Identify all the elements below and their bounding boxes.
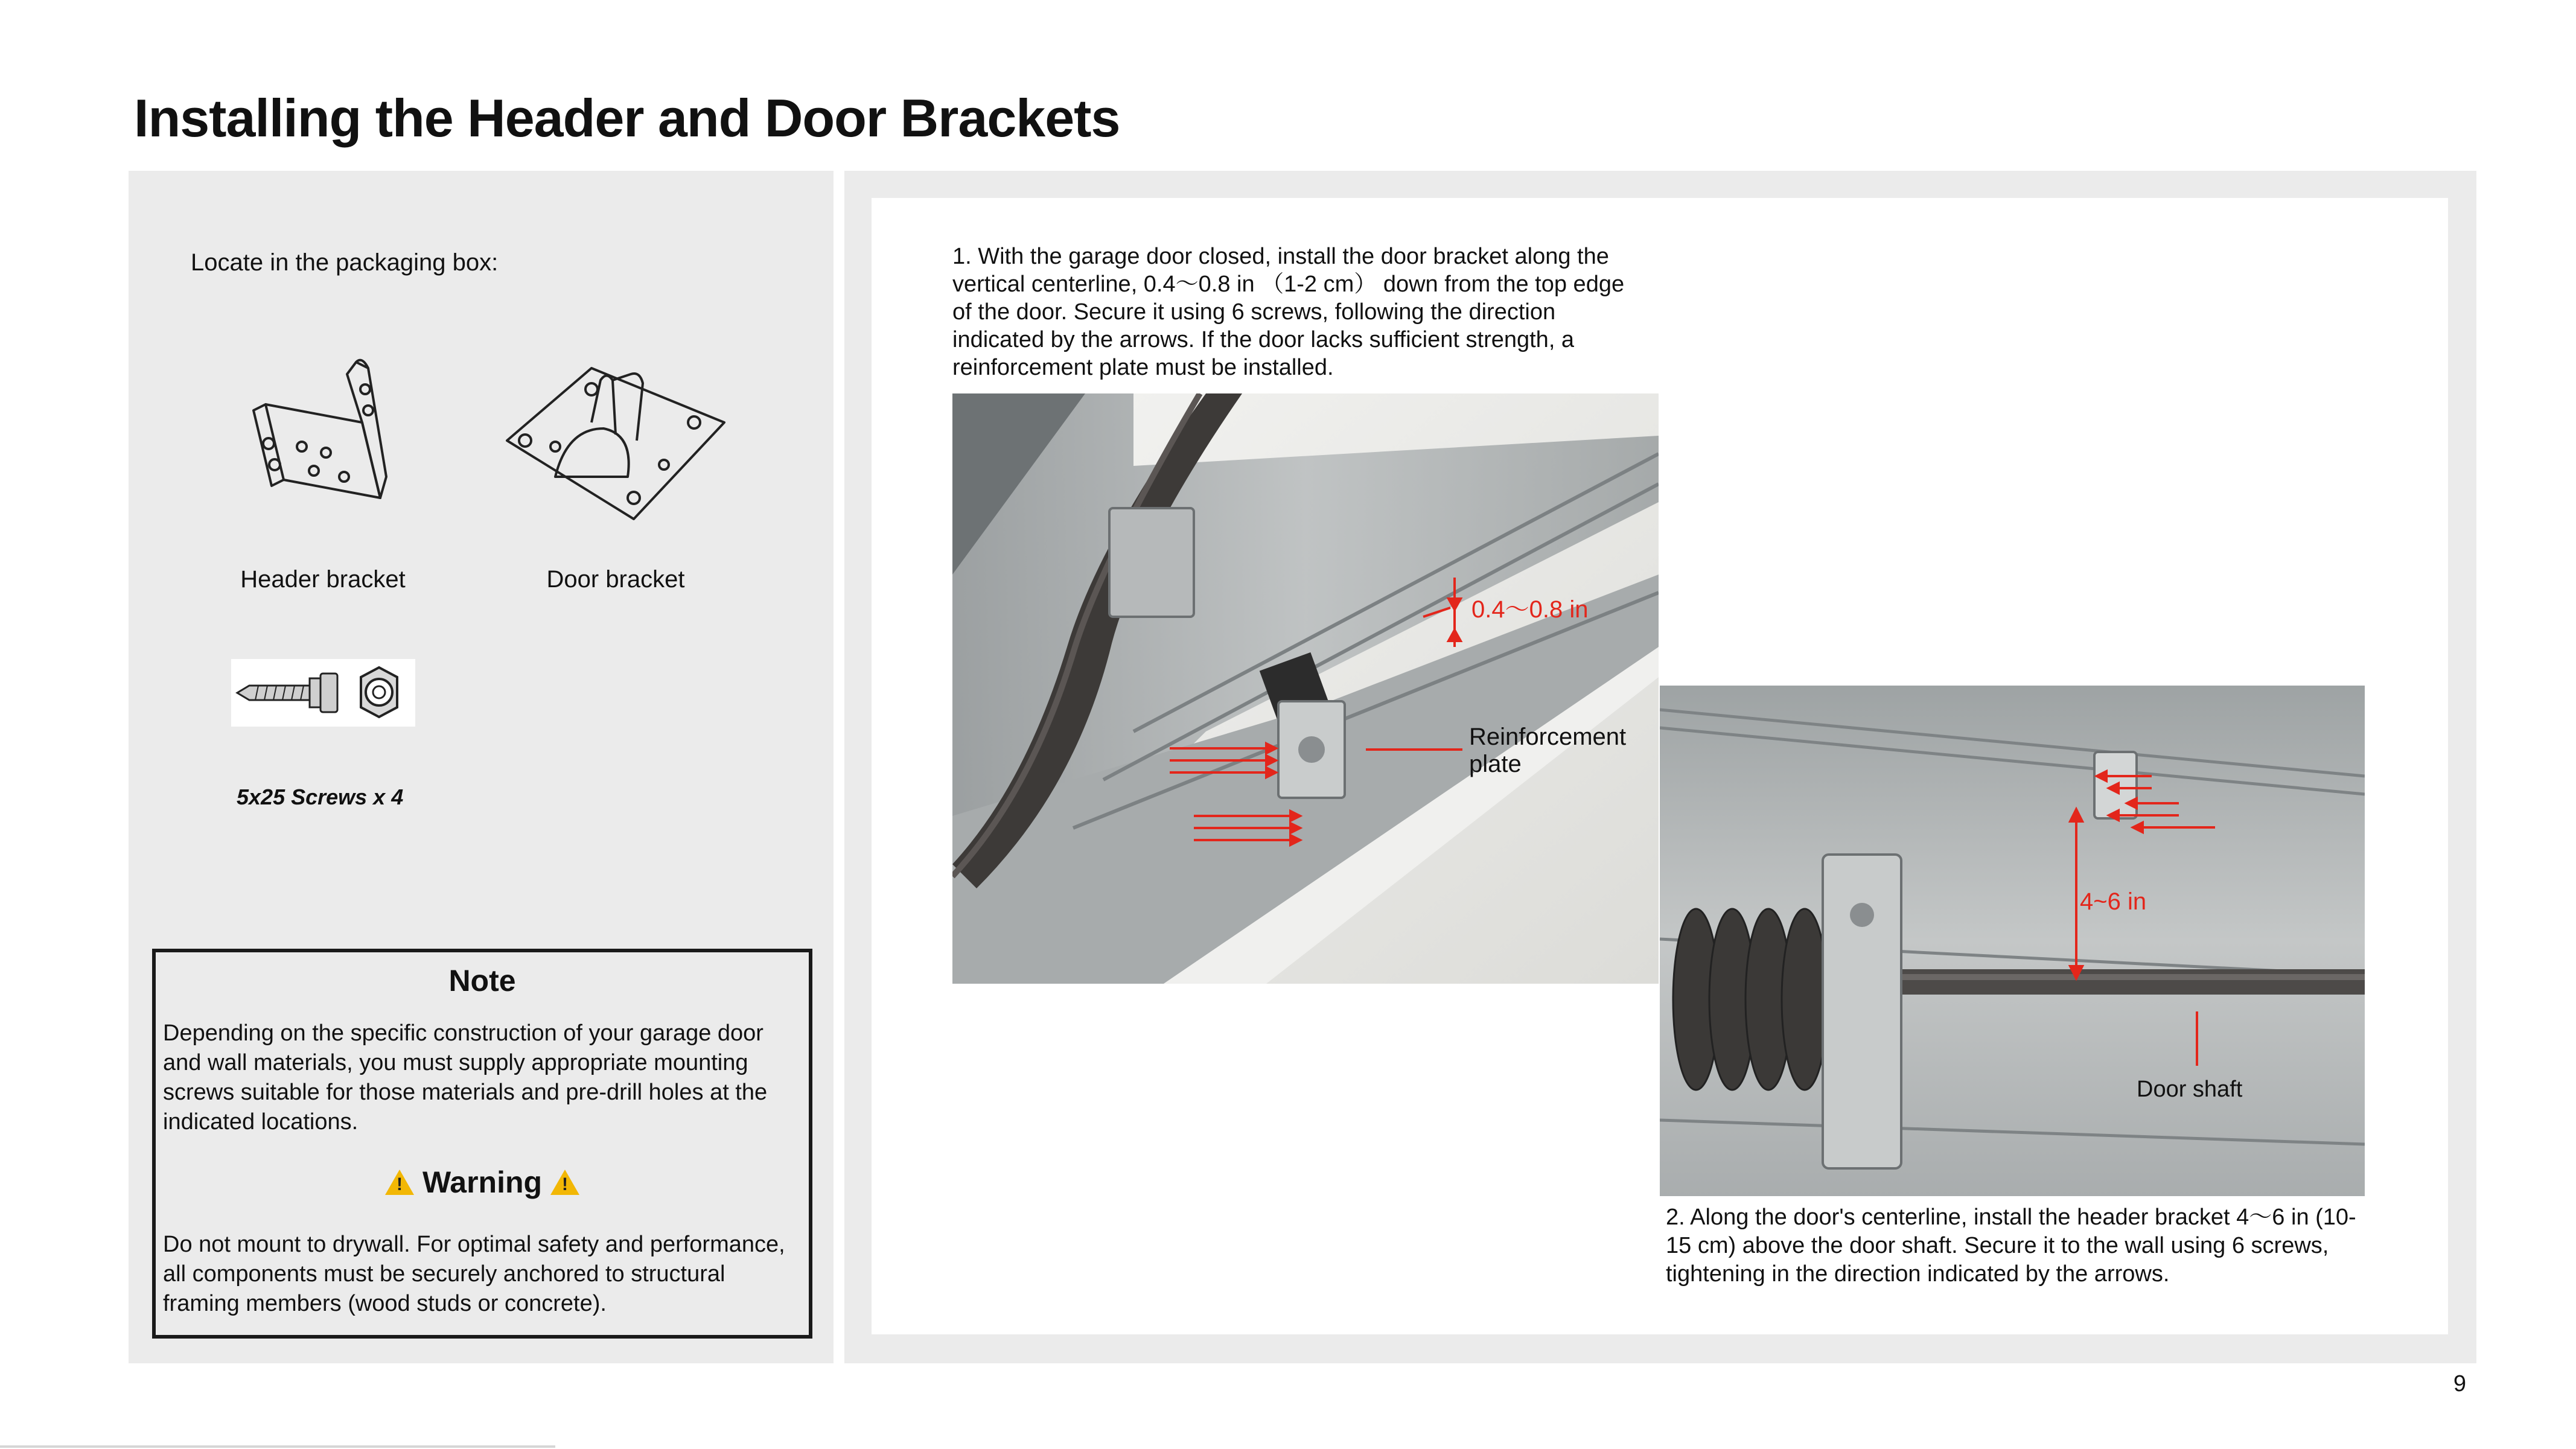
note-title: Note [448, 964, 516, 998]
step2-annotations [1660, 686, 2365, 1196]
header-bracket-label: Header bracket [240, 566, 406, 593]
warning-title: Warning [422, 1165, 543, 1199]
note-text: Depending on the specific construction of your garage door and wall materials, you must supply appropriate mounting screws suitable for those materials and pre-drill holes at the indicated locations. [163, 1021, 768, 1135]
step2-text: 2. Along the door's centerline, install the header bracket 4～6 in (10-15 cm) above the door shaft. Secure it to the wall using 6 screws, tightening in the direction indicated by the arrows. [1666, 1205, 2356, 1287]
page-title: Installing the Header and Door Brackets [134, 88, 1120, 148]
reinforcement-label-2: plate [1469, 751, 1522, 777]
screws-drawing [231, 659, 415, 727]
warning-icon-right: ! [550, 1170, 579, 1195]
step2-measure-label: 4~6 in [2080, 888, 2147, 915]
locate-label: Locate in the packaging box: [191, 249, 499, 276]
page-number: 9 [2453, 1371, 2466, 1396]
warning-text: Do not mount to drywall. For optimal safety and performance, all components must be securely anchored to structural framing members (wood studs or concrete). [163, 1232, 785, 1316]
warning-icon: ! [385, 1170, 414, 1195]
door-shaft-label: Door shaft [2137, 1077, 2243, 1102]
footer-divider [0, 1445, 555, 1448]
step1-text: 1. With the garage door closed, install the door bracket along the vertical centerline, 0.4～0.8 in （1-2 cm） down from the top edge of the door. Secure it using 6 screws, following the direction indicated by the arrows. If the door lacks sufficient strength, a reinforcement plate must be installed. [952, 244, 1625, 380]
warning-heading [156, 1165, 809, 1200]
screws-label: 5x25 Screws x 4 [237, 785, 404, 809]
header-bracket-drawing [241, 356, 416, 531]
door-bracket-drawing [501, 356, 730, 531]
reinforcement-label-1: Reinforcement [1469, 724, 1627, 750]
step1-annotations [952, 393, 1659, 984]
step1-measure-label: 0.4～0.8 in [1471, 596, 1589, 623]
door-bracket-label: Door bracket [546, 566, 685, 593]
note-box [152, 949, 812, 1339]
